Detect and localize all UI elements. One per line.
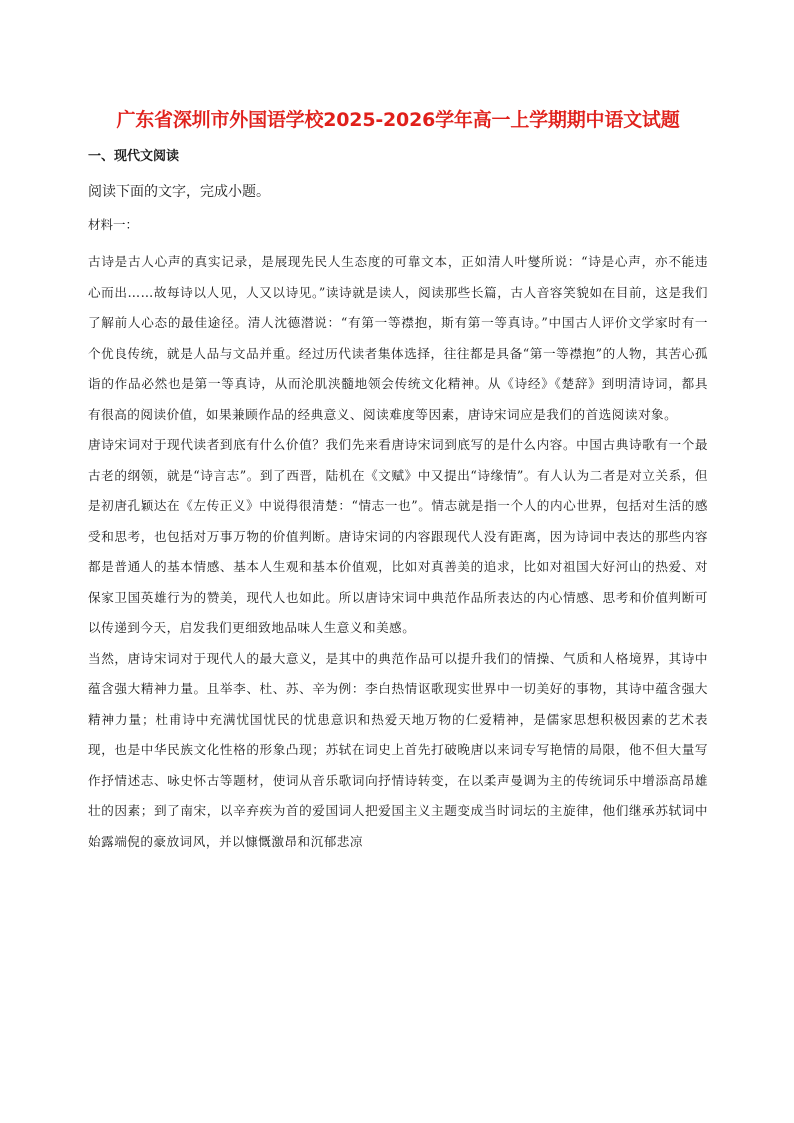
document-title: 广东省深圳市外国语学校2025-2026学年高一上学期期中语文试题 <box>116 109 680 131</box>
reading-instruction: 阅读下面的文字，完成小题。 <box>88 184 270 200</box>
paragraph-2: 唐诗宋词对于现代读者到底有什么价值？我们先来看唐诗宋词到底写的是什么内容。中国古典诗歌有一个最古老的纲领，就是“诗言志”。到了西晋，陆机在《文赋》中又提出“诗缘情”。有人认为二者是对立关系，但是初唐孔颖达在《左传正义》中说得很清楚：“情志一也”。情志就是指一个人的内心世界，包括对生活的感受和思考，也包括对万事万物的价值判断。唐诗宋词的内容跟现代人没有距离，因为诗词中表达的那些内容都是普通人的基本情感、基本人生观和基本价值观，比如对真善美的追求，比如对祖国大好河山的热爱、对保家卫国英雄行为的赞美，现代人也如此。所以唐诗宋词中典范作品所表达的内心情感、思考和价值判断可以传递到今天，启发我们更细致地品味人生意义和美感。 <box>88 437 708 635</box>
material-label: 材料一： <box>88 217 139 232</box>
paragraph-1: 古诗是古人心声的真实记录，是展现先民人生态度的可靠文本，正如清人叶燮所说：“诗是心声，亦不能违心而出……故每诗以人见，人又以诗见。”读诗就是读人，阅读那些长篇，古人音容笑貌如在目前，这是我们了解前人心态的最佳途径。清人沈德潜说：“有第一等襟抱，斯有第一等真诗。”中国古人评价文学家时有一个优良传统，就是人品与文品并重。经过历代读者集体选择，往往都是具备“第一等襟抱”的人物，其苦心孤诣的作品必然也是第一等真诗，从而沦肌浃髓地领会传统文化精神。从《诗经》《楚辞》到明清诗词，都具有很高的阅读价值，如果兼顾作品的经典意义、阅读难度等因素，唐诗宋词应是我们的首选阅读对象。 <box>88 254 708 422</box>
paragraph-3: 当然，唐诗宋词对于现代人的最大意义，是其中的典范作品可以提升我们的情操、气质和人格境界，其诗中蕴含强大精神力量。且举李、杜、苏、辛为例：李白热情讴歌现实世界中一切美好的事物，其诗中蕴含强大精神力量；杜甫诗中充满忧国忧民的忧患意识和热爱天地万物的仁爱精神，是儒家思想积极因素的艺术表现，也是中华民族文化性格的形象凸现；苏轼在词史上首先打破晚唐以来词专写艳情的局限，他不但大量写作抒情述志、咏史怀古等题材，使词从音乐歌词向抒情诗转变，在以柔声曼调为主的传统词乐中增添高昂雄壮的因素；到了南宋，以辛弃疾为首的爱国词人把爱国主义主题变成当时词坛的主旋律，他们继承苏轼词中始露端倪的豪放词风，并以慷慨激昂和沉郁悲凉 <box>88 650 708 849</box>
document-page <box>88 100 708 857</box>
section-heading: 一、现代文阅读 <box>88 149 180 164</box>
